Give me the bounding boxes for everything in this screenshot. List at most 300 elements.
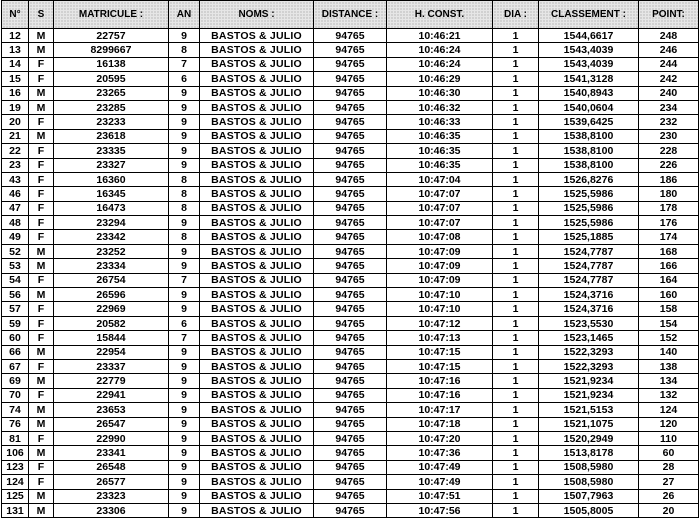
table-row (2, 230, 699, 244)
ranking-speed-cell: 1505,8005 (539, 503, 639, 517)
matricule-cell: 20582 (54, 316, 169, 330)
names-cell: BASTOS & JULIO (200, 460, 314, 474)
year-cell: 6 (169, 316, 200, 330)
arrival-time-cell: 10:47:07 (387, 201, 493, 215)
day-cell: 1 (493, 374, 539, 388)
table-row (2, 201, 699, 215)
rank-cell: 76 (2, 417, 29, 431)
day-cell: 1 (493, 403, 539, 417)
names-cell: BASTOS & JULIO (200, 403, 314, 417)
distance-cell: 94765 (314, 302, 387, 316)
distance-cell: 94765 (314, 489, 387, 503)
names-cell: BASTOS & JULIO (200, 216, 314, 230)
names-cell: BASTOS & JULIO (200, 273, 314, 287)
ranking-speed-cell: 1543,4039 (539, 57, 639, 71)
names-cell: BASTOS & JULIO (200, 345, 314, 359)
points-cell: 228 (639, 144, 699, 158)
sex-cell: M (29, 345, 54, 359)
rank-cell: 59 (2, 316, 29, 330)
points-cell: 230 (639, 129, 699, 143)
names-cell: BASTOS & JULIO (200, 129, 314, 143)
header-sex: S (29, 1, 54, 29)
year-cell: 9 (169, 100, 200, 114)
day-cell: 1 (493, 288, 539, 302)
year-cell: 9 (169, 475, 200, 489)
rank-cell: 47 (2, 201, 29, 215)
matricule-cell: 23327 (54, 158, 169, 172)
points-cell: 180 (639, 187, 699, 201)
matricule-cell: 22954 (54, 345, 169, 359)
points-cell: 178 (639, 201, 699, 215)
rank-cell: 12 (2, 29, 29, 43)
sex-cell: F (29, 460, 54, 474)
distance-cell: 94765 (314, 230, 387, 244)
points-cell: 60 (639, 446, 699, 460)
ranking-speed-cell: 1544,6617 (539, 29, 639, 43)
arrival-time-cell: 10:46:35 (387, 129, 493, 143)
distance-cell: 94765 (314, 100, 387, 114)
matricule-cell: 23265 (54, 86, 169, 100)
ranking-speed-cell: 1524,7787 (539, 244, 639, 258)
matricule-cell: 16360 (54, 172, 169, 186)
names-cell: BASTOS & JULIO (200, 374, 314, 388)
rank-cell: 46 (2, 187, 29, 201)
table-row (2, 359, 699, 373)
sex-cell: F (29, 431, 54, 445)
year-cell: 9 (169, 86, 200, 100)
points-cell: 110 (639, 431, 699, 445)
matricule-cell: 23285 (54, 100, 169, 114)
day-cell: 1 (493, 302, 539, 316)
sex-cell: F (29, 302, 54, 316)
names-cell: BASTOS & JULIO (200, 503, 314, 517)
matricule-cell: 16345 (54, 187, 169, 201)
arrival-time-cell: 10:47:51 (387, 489, 493, 503)
ranking-speed-cell: 1522,3293 (539, 359, 639, 373)
ranking-speed-cell: 1524,3716 (539, 288, 639, 302)
table-row (2, 431, 699, 445)
arrival-time-cell: 10:47:49 (387, 475, 493, 489)
distance-cell: 94765 (314, 345, 387, 359)
sex-cell: F (29, 201, 54, 215)
ranking-speed-cell: 1520,2949 (539, 431, 639, 445)
matricule-cell: 23323 (54, 489, 169, 503)
points-cell: 132 (639, 388, 699, 402)
table-row (2, 244, 699, 258)
sex-cell: F (29, 115, 54, 129)
day-cell: 1 (493, 417, 539, 431)
matricule-cell: 26754 (54, 273, 169, 287)
ranking-speed-cell: 1521,9234 (539, 388, 639, 402)
sex-cell: F (29, 316, 54, 330)
matricule-cell: 23618 (54, 129, 169, 143)
distance-cell: 94765 (314, 201, 387, 215)
matricule-cell: 23306 (54, 503, 169, 517)
points-cell: 120 (639, 417, 699, 431)
distance-cell: 94765 (314, 244, 387, 258)
points-cell: 168 (639, 244, 699, 258)
sex-cell: F (29, 144, 54, 158)
names-cell: BASTOS & JULIO (200, 244, 314, 258)
sex-cell: F (29, 57, 54, 71)
year-cell: 9 (169, 115, 200, 129)
points-cell: 152 (639, 331, 699, 345)
names-cell: BASTOS & JULIO (200, 158, 314, 172)
names-cell: BASTOS & JULIO (200, 43, 314, 57)
day-cell: 1 (493, 230, 539, 244)
matricule-cell: 23653 (54, 403, 169, 417)
distance-cell: 94765 (314, 129, 387, 143)
matricule-cell: 16138 (54, 57, 169, 71)
ranking-speed-cell: 1521,5153 (539, 403, 639, 417)
sex-cell: F (29, 216, 54, 230)
names-cell: BASTOS & JULIO (200, 187, 314, 201)
table-row (2, 29, 699, 43)
year-cell: 9 (169, 460, 200, 474)
names-cell: BASTOS & JULIO (200, 115, 314, 129)
year-cell: 8 (169, 43, 200, 57)
header-row (2, 1, 699, 29)
year-cell: 8 (169, 172, 200, 186)
arrival-time-cell: 10:46:21 (387, 29, 493, 43)
distance-cell: 94765 (314, 273, 387, 287)
matricule-cell: 23341 (54, 446, 169, 460)
rank-cell: 123 (2, 460, 29, 474)
table-row (2, 144, 699, 158)
header-distance: DISTANCE : (314, 1, 387, 29)
names-cell: BASTOS & JULIO (200, 388, 314, 402)
header-points: POINT: (639, 1, 699, 29)
arrival-time-cell: 10:46:24 (387, 57, 493, 71)
year-cell: 9 (169, 345, 200, 359)
points-cell: 244 (639, 57, 699, 71)
ranking-speed-cell: 1538,8100 (539, 129, 639, 143)
ranking-speed-cell: 1543,4039 (539, 43, 639, 57)
names-cell: BASTOS & JULIO (200, 417, 314, 431)
matricule-cell: 20595 (54, 72, 169, 86)
table-row (2, 216, 699, 230)
sex-cell: F (29, 172, 54, 186)
header-arrival-time: H. CONST. (387, 1, 493, 29)
rank-cell: 52 (2, 244, 29, 258)
rank-cell: 69 (2, 374, 29, 388)
table-row (2, 187, 699, 201)
table-row (2, 273, 699, 287)
distance-cell: 94765 (314, 417, 387, 431)
names-cell: BASTOS & JULIO (200, 288, 314, 302)
points-cell: 27 (639, 475, 699, 489)
rank-cell: 124 (2, 475, 29, 489)
rank-cell: 131 (2, 503, 29, 517)
arrival-time-cell: 10:46:30 (387, 86, 493, 100)
arrival-time-cell: 10:46:32 (387, 100, 493, 114)
table-row (2, 345, 699, 359)
year-cell: 9 (169, 259, 200, 273)
points-cell: 160 (639, 288, 699, 302)
arrival-time-cell: 10:47:15 (387, 345, 493, 359)
arrival-time-cell: 10:46:35 (387, 158, 493, 172)
arrival-time-cell: 10:47:16 (387, 374, 493, 388)
sex-cell: M (29, 288, 54, 302)
ranking-speed-cell: 1538,8100 (539, 158, 639, 172)
matricule-cell: 26547 (54, 417, 169, 431)
day-cell: 1 (493, 388, 539, 402)
table-row (2, 86, 699, 100)
rank-cell: 70 (2, 388, 29, 402)
table-row (2, 72, 699, 86)
sex-cell: M (29, 29, 54, 43)
table-row (2, 503, 699, 517)
names-cell: BASTOS & JULIO (200, 57, 314, 71)
day-cell: 1 (493, 86, 539, 100)
arrival-time-cell: 10:47:04 (387, 172, 493, 186)
rank-cell: 81 (2, 431, 29, 445)
arrival-time-cell: 10:46:29 (387, 72, 493, 86)
names-cell: BASTOS & JULIO (200, 144, 314, 158)
ranking-speed-cell: 1526,8276 (539, 172, 639, 186)
day-cell: 1 (493, 144, 539, 158)
table-row (2, 288, 699, 302)
day-cell: 1 (493, 345, 539, 359)
year-cell: 9 (169, 158, 200, 172)
arrival-time-cell: 10:47:10 (387, 288, 493, 302)
year-cell: 9 (169, 489, 200, 503)
year-cell: 9 (169, 388, 200, 402)
ranking-speed-cell: 1524,7787 (539, 259, 639, 273)
points-cell: 242 (639, 72, 699, 86)
matricule-cell: 23342 (54, 230, 169, 244)
sex-cell: F (29, 72, 54, 86)
points-cell: 234 (639, 100, 699, 114)
ranking-speed-cell: 1541,3128 (539, 72, 639, 86)
names-cell: BASTOS & JULIO (200, 29, 314, 43)
distance-cell: 94765 (314, 388, 387, 402)
distance-cell: 94765 (314, 158, 387, 172)
sex-cell: M (29, 417, 54, 431)
sex-cell: M (29, 489, 54, 503)
distance-cell: 94765 (314, 216, 387, 230)
arrival-time-cell: 10:46:24 (387, 43, 493, 57)
day-cell: 1 (493, 431, 539, 445)
rank-cell: 125 (2, 489, 29, 503)
ranking-speed-cell: 1540,0604 (539, 100, 639, 114)
rank-cell: 67 (2, 359, 29, 373)
points-cell: 26 (639, 489, 699, 503)
rank-cell: 16 (2, 86, 29, 100)
table-body (2, 29, 699, 518)
points-cell: 240 (639, 86, 699, 100)
rank-cell: 49 (2, 230, 29, 244)
distance-cell: 94765 (314, 503, 387, 517)
rank-cell: 15 (2, 72, 29, 86)
year-cell: 9 (169, 144, 200, 158)
year-cell: 9 (169, 446, 200, 460)
distance-cell: 94765 (314, 288, 387, 302)
day-cell: 1 (493, 446, 539, 460)
matricule-cell: 23334 (54, 259, 169, 273)
year-cell: 6 (169, 72, 200, 86)
year-cell: 7 (169, 273, 200, 287)
distance-cell: 94765 (314, 316, 387, 330)
table-row (2, 475, 699, 489)
names-cell: BASTOS & JULIO (200, 86, 314, 100)
day-cell: 1 (493, 259, 539, 273)
rank-cell: 56 (2, 288, 29, 302)
matricule-cell: 15844 (54, 331, 169, 345)
arrival-time-cell: 10:46:33 (387, 115, 493, 129)
day-cell: 1 (493, 129, 539, 143)
sex-cell: F (29, 230, 54, 244)
sex-cell: F (29, 273, 54, 287)
ranking-speed-cell: 1540,8943 (539, 86, 639, 100)
table-row (2, 374, 699, 388)
rank-cell: 60 (2, 331, 29, 345)
points-cell: 164 (639, 273, 699, 287)
matricule-cell: 23233 (54, 115, 169, 129)
names-cell: BASTOS & JULIO (200, 475, 314, 489)
arrival-time-cell: 10:47:09 (387, 259, 493, 273)
day-cell: 1 (493, 187, 539, 201)
names-cell: BASTOS & JULIO (200, 72, 314, 86)
day-cell: 1 (493, 216, 539, 230)
year-cell: 8 (169, 187, 200, 201)
table-row (2, 129, 699, 143)
arrival-time-cell: 10:47:12 (387, 316, 493, 330)
day-cell: 1 (493, 100, 539, 114)
day-cell: 1 (493, 29, 539, 43)
names-cell: BASTOS & JULIO (200, 172, 314, 186)
points-cell: 134 (639, 374, 699, 388)
ranking-speed-cell: 1525,5986 (539, 201, 639, 215)
distance-cell: 94765 (314, 431, 387, 445)
year-cell: 9 (169, 244, 200, 258)
rank-cell: 57 (2, 302, 29, 316)
year-cell: 9 (169, 503, 200, 517)
names-cell: BASTOS & JULIO (200, 489, 314, 503)
header-ranking-speed: CLASSEMENT : (539, 1, 639, 29)
points-cell: 140 (639, 345, 699, 359)
day-cell: 1 (493, 172, 539, 186)
day-cell: 1 (493, 331, 539, 345)
arrival-time-cell: 10:47:16 (387, 388, 493, 402)
distance-cell: 94765 (314, 29, 387, 43)
ranking-speed-cell: 1521,9234 (539, 374, 639, 388)
sex-cell: M (29, 446, 54, 460)
points-cell: 154 (639, 316, 699, 330)
distance-cell: 94765 (314, 43, 387, 57)
rank-cell: 22 (2, 144, 29, 158)
matricule-cell: 16473 (54, 201, 169, 215)
arrival-time-cell: 10:47:09 (387, 244, 493, 258)
arrival-time-cell: 10:47:36 (387, 446, 493, 460)
header-year: AN (169, 1, 200, 29)
matricule-cell: 26596 (54, 288, 169, 302)
arrival-time-cell: 10:47:07 (387, 187, 493, 201)
names-cell: BASTOS & JULIO (200, 259, 314, 273)
sex-cell: F (29, 331, 54, 345)
arrival-time-cell: 10:47:49 (387, 460, 493, 474)
day-cell: 1 (493, 316, 539, 330)
day-cell: 1 (493, 489, 539, 503)
table-row (2, 460, 699, 474)
points-cell: 138 (639, 359, 699, 373)
arrival-time-cell: 10:47:10 (387, 302, 493, 316)
names-cell: BASTOS & JULIO (200, 302, 314, 316)
distance-cell: 94765 (314, 57, 387, 71)
arrival-time-cell: 10:47:09 (387, 273, 493, 287)
matricule-cell: 23252 (54, 244, 169, 258)
rank-cell: 20 (2, 115, 29, 129)
day-cell: 1 (493, 359, 539, 373)
arrival-time-cell: 10:47:18 (387, 417, 493, 431)
year-cell: 9 (169, 302, 200, 316)
year-cell: 9 (169, 288, 200, 302)
rank-cell: 14 (2, 57, 29, 71)
matricule-cell: 23337 (54, 359, 169, 373)
names-cell: BASTOS & JULIO (200, 331, 314, 345)
matricule-cell: 23335 (54, 144, 169, 158)
distance-cell: 94765 (314, 446, 387, 460)
sex-cell: M (29, 503, 54, 517)
sex-cell: M (29, 259, 54, 273)
sex-cell: M (29, 403, 54, 417)
points-cell: 28 (639, 460, 699, 474)
ranking-speed-cell: 1507,7963 (539, 489, 639, 503)
rank-cell: 19 (2, 100, 29, 114)
arrival-time-cell: 10:47:13 (387, 331, 493, 345)
table-row (2, 489, 699, 503)
day-cell: 1 (493, 115, 539, 129)
rank-cell: 43 (2, 172, 29, 186)
ranking-speed-cell: 1508,5980 (539, 460, 639, 474)
header-names: NOMS : (200, 1, 314, 29)
arrival-time-cell: 10:47:07 (387, 216, 493, 230)
distance-cell: 94765 (314, 403, 387, 417)
year-cell: 8 (169, 230, 200, 244)
matricule-cell: 22779 (54, 374, 169, 388)
matricule-cell: 22941 (54, 388, 169, 402)
points-cell: 176 (639, 216, 699, 230)
ranking-speed-cell: 1523,5530 (539, 316, 639, 330)
rank-cell: 53 (2, 259, 29, 273)
ranking-speed-cell: 1522,3293 (539, 345, 639, 359)
names-cell: BASTOS & JULIO (200, 359, 314, 373)
names-cell: BASTOS & JULIO (200, 431, 314, 445)
sex-cell: F (29, 388, 54, 402)
points-cell: 174 (639, 230, 699, 244)
sex-cell: M (29, 100, 54, 114)
table-row (2, 417, 699, 431)
distance-cell: 94765 (314, 475, 387, 489)
rank-cell: 106 (2, 446, 29, 460)
points-cell: 226 (639, 158, 699, 172)
distance-cell: 94765 (314, 331, 387, 345)
sex-cell: F (29, 187, 54, 201)
year-cell: 8 (169, 201, 200, 215)
distance-cell: 94765 (314, 115, 387, 129)
table-row (2, 403, 699, 417)
names-cell: BASTOS & JULIO (200, 100, 314, 114)
day-cell: 1 (493, 503, 539, 517)
distance-cell: 94765 (314, 374, 387, 388)
header-matricule: MATRICULE : (54, 1, 169, 29)
sex-cell: M (29, 43, 54, 57)
rank-cell: 13 (2, 43, 29, 57)
results-table (1, 0, 699, 518)
arrival-time-cell: 10:47:17 (387, 403, 493, 417)
arrival-time-cell: 10:47:15 (387, 359, 493, 373)
year-cell: 9 (169, 29, 200, 43)
